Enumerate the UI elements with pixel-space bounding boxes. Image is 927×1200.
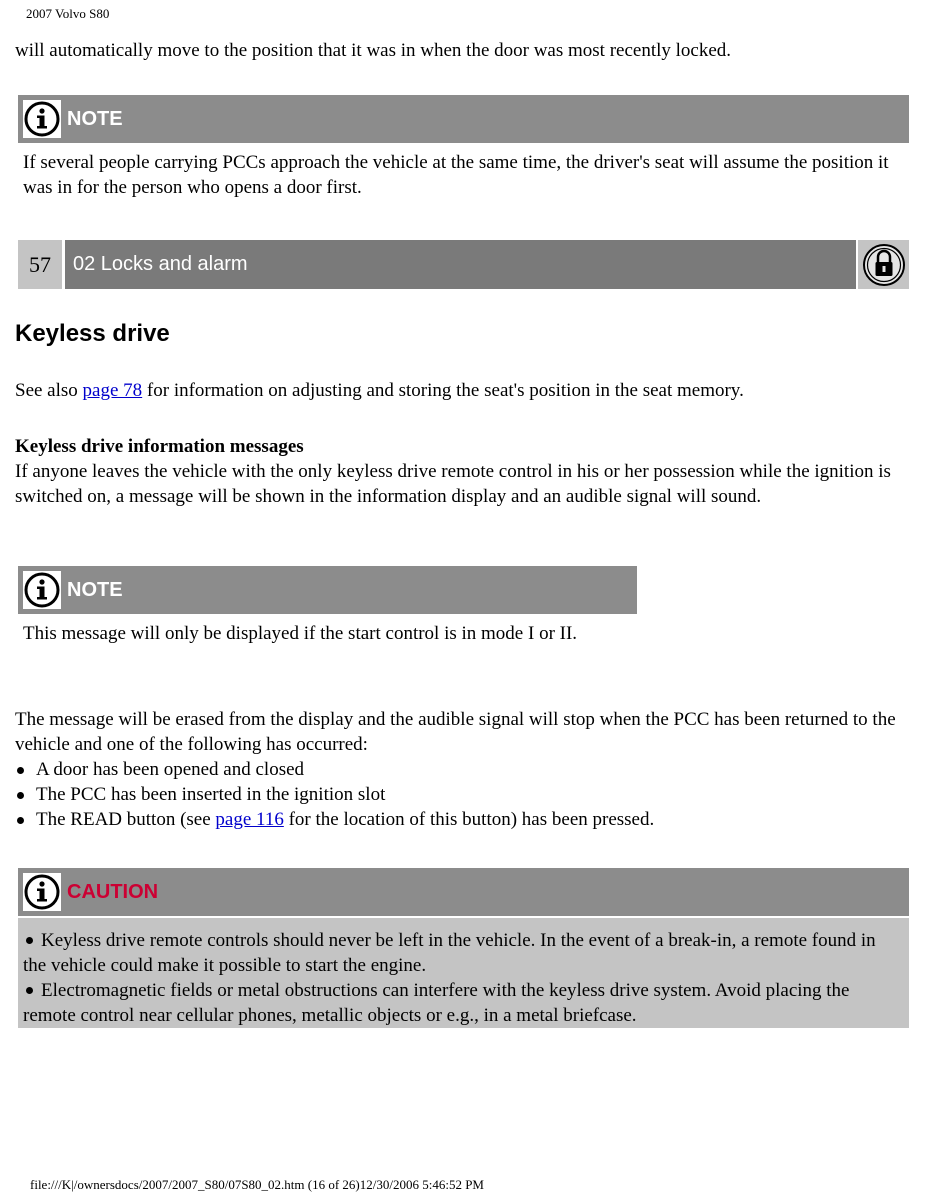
list-item: A door has been opened and closed	[15, 757, 905, 782]
lock-icon	[858, 240, 909, 289]
note-bar	[18, 95, 909, 143]
erase-paragraph	[15, 707, 905, 832]
bullet-icon	[26, 987, 33, 994]
page-78-link[interactable]: page 78	[82, 380, 143, 401]
caution-body	[18, 918, 909, 1028]
messages-paragraph	[15, 434, 905, 509]
info-icon	[23, 571, 61, 609]
list-item	[15, 807, 905, 832]
page-footer: file:///K|/ownersdocs/2007/2007_S80/07S80_02.htm (16 of 26)12/30/2006 5:46:52 PM	[30, 1177, 484, 1192]
messages-text: If anyone leaves the vehicle with the only keyless drive remote control in his or her possession while the ignition is switched on, a message will be shown in the information display and an audible signal will sound.	[15, 461, 891, 507]
chapter-title: 02 Locks and alarm	[73, 253, 248, 275]
see-also-text-end: for information on adjusting and storing the seat's position in the seat memory.	[142, 380, 744, 401]
note-text: If several people carrying PCCs approach the vehicle at the same time, the driver's seat will assume the position it was in for the person who opens a door first.	[23, 152, 889, 198]
caution-item-text: Keyless drive remote controls should never be left in the vehicle. In the event of a break-in, a remote found in the vehicle could make it possible to start the engine.	[23, 930, 876, 976]
note-bar	[18, 566, 637, 614]
caution-item-text: Electromagnetic fields or metal obstructions can interfere with the keyless drive system. Avoid placing the remote control near cellular phones, metallic objects or e.g., in a metal briefcase.	[23, 980, 850, 1026]
caution-label: CAUTION	[67, 880, 159, 903]
section-title: Keyless drive	[15, 320, 170, 347]
note-label: NOTE	[67, 107, 123, 130]
intro-text: will automatically move to the position that it was in when the door was most recently locked.	[15, 40, 732, 61]
caution-item	[18, 978, 909, 1028]
note-label: NOTE	[67, 578, 123, 601]
list-item-text: The READ button (see	[36, 809, 216, 830]
list-item: The PCC has been inserted in the ignition slot	[15, 782, 905, 807]
page-header: 2007 Volvo S80	[26, 6, 110, 21]
messages-heading: Keyless drive information messages	[15, 436, 304, 457]
page-number: 57	[18, 240, 62, 289]
caution-item	[18, 918, 909, 978]
list-item-text-end: for the location of this button) has been pressed.	[283, 809, 655, 830]
see-also-paragraph	[15, 378, 744, 403]
note-text: This message will only be displayed if the start control is in mode I or II.	[23, 623, 578, 644]
see-also-text: See also	[15, 380, 83, 401]
page-116-link[interactable]: page 116	[215, 809, 284, 830]
conditions-list	[15, 757, 905, 832]
erase-text: The message will be erased from the display and the audible signal will stop when the PCC has been returned to the vehicle and one of the following has occurred:	[15, 709, 896, 755]
info-icon	[23, 873, 61, 911]
caution-bar	[18, 868, 909, 916]
info-icon	[23, 100, 61, 138]
bullet-icon	[26, 937, 33, 944]
chapter-bar	[65, 240, 856, 289]
